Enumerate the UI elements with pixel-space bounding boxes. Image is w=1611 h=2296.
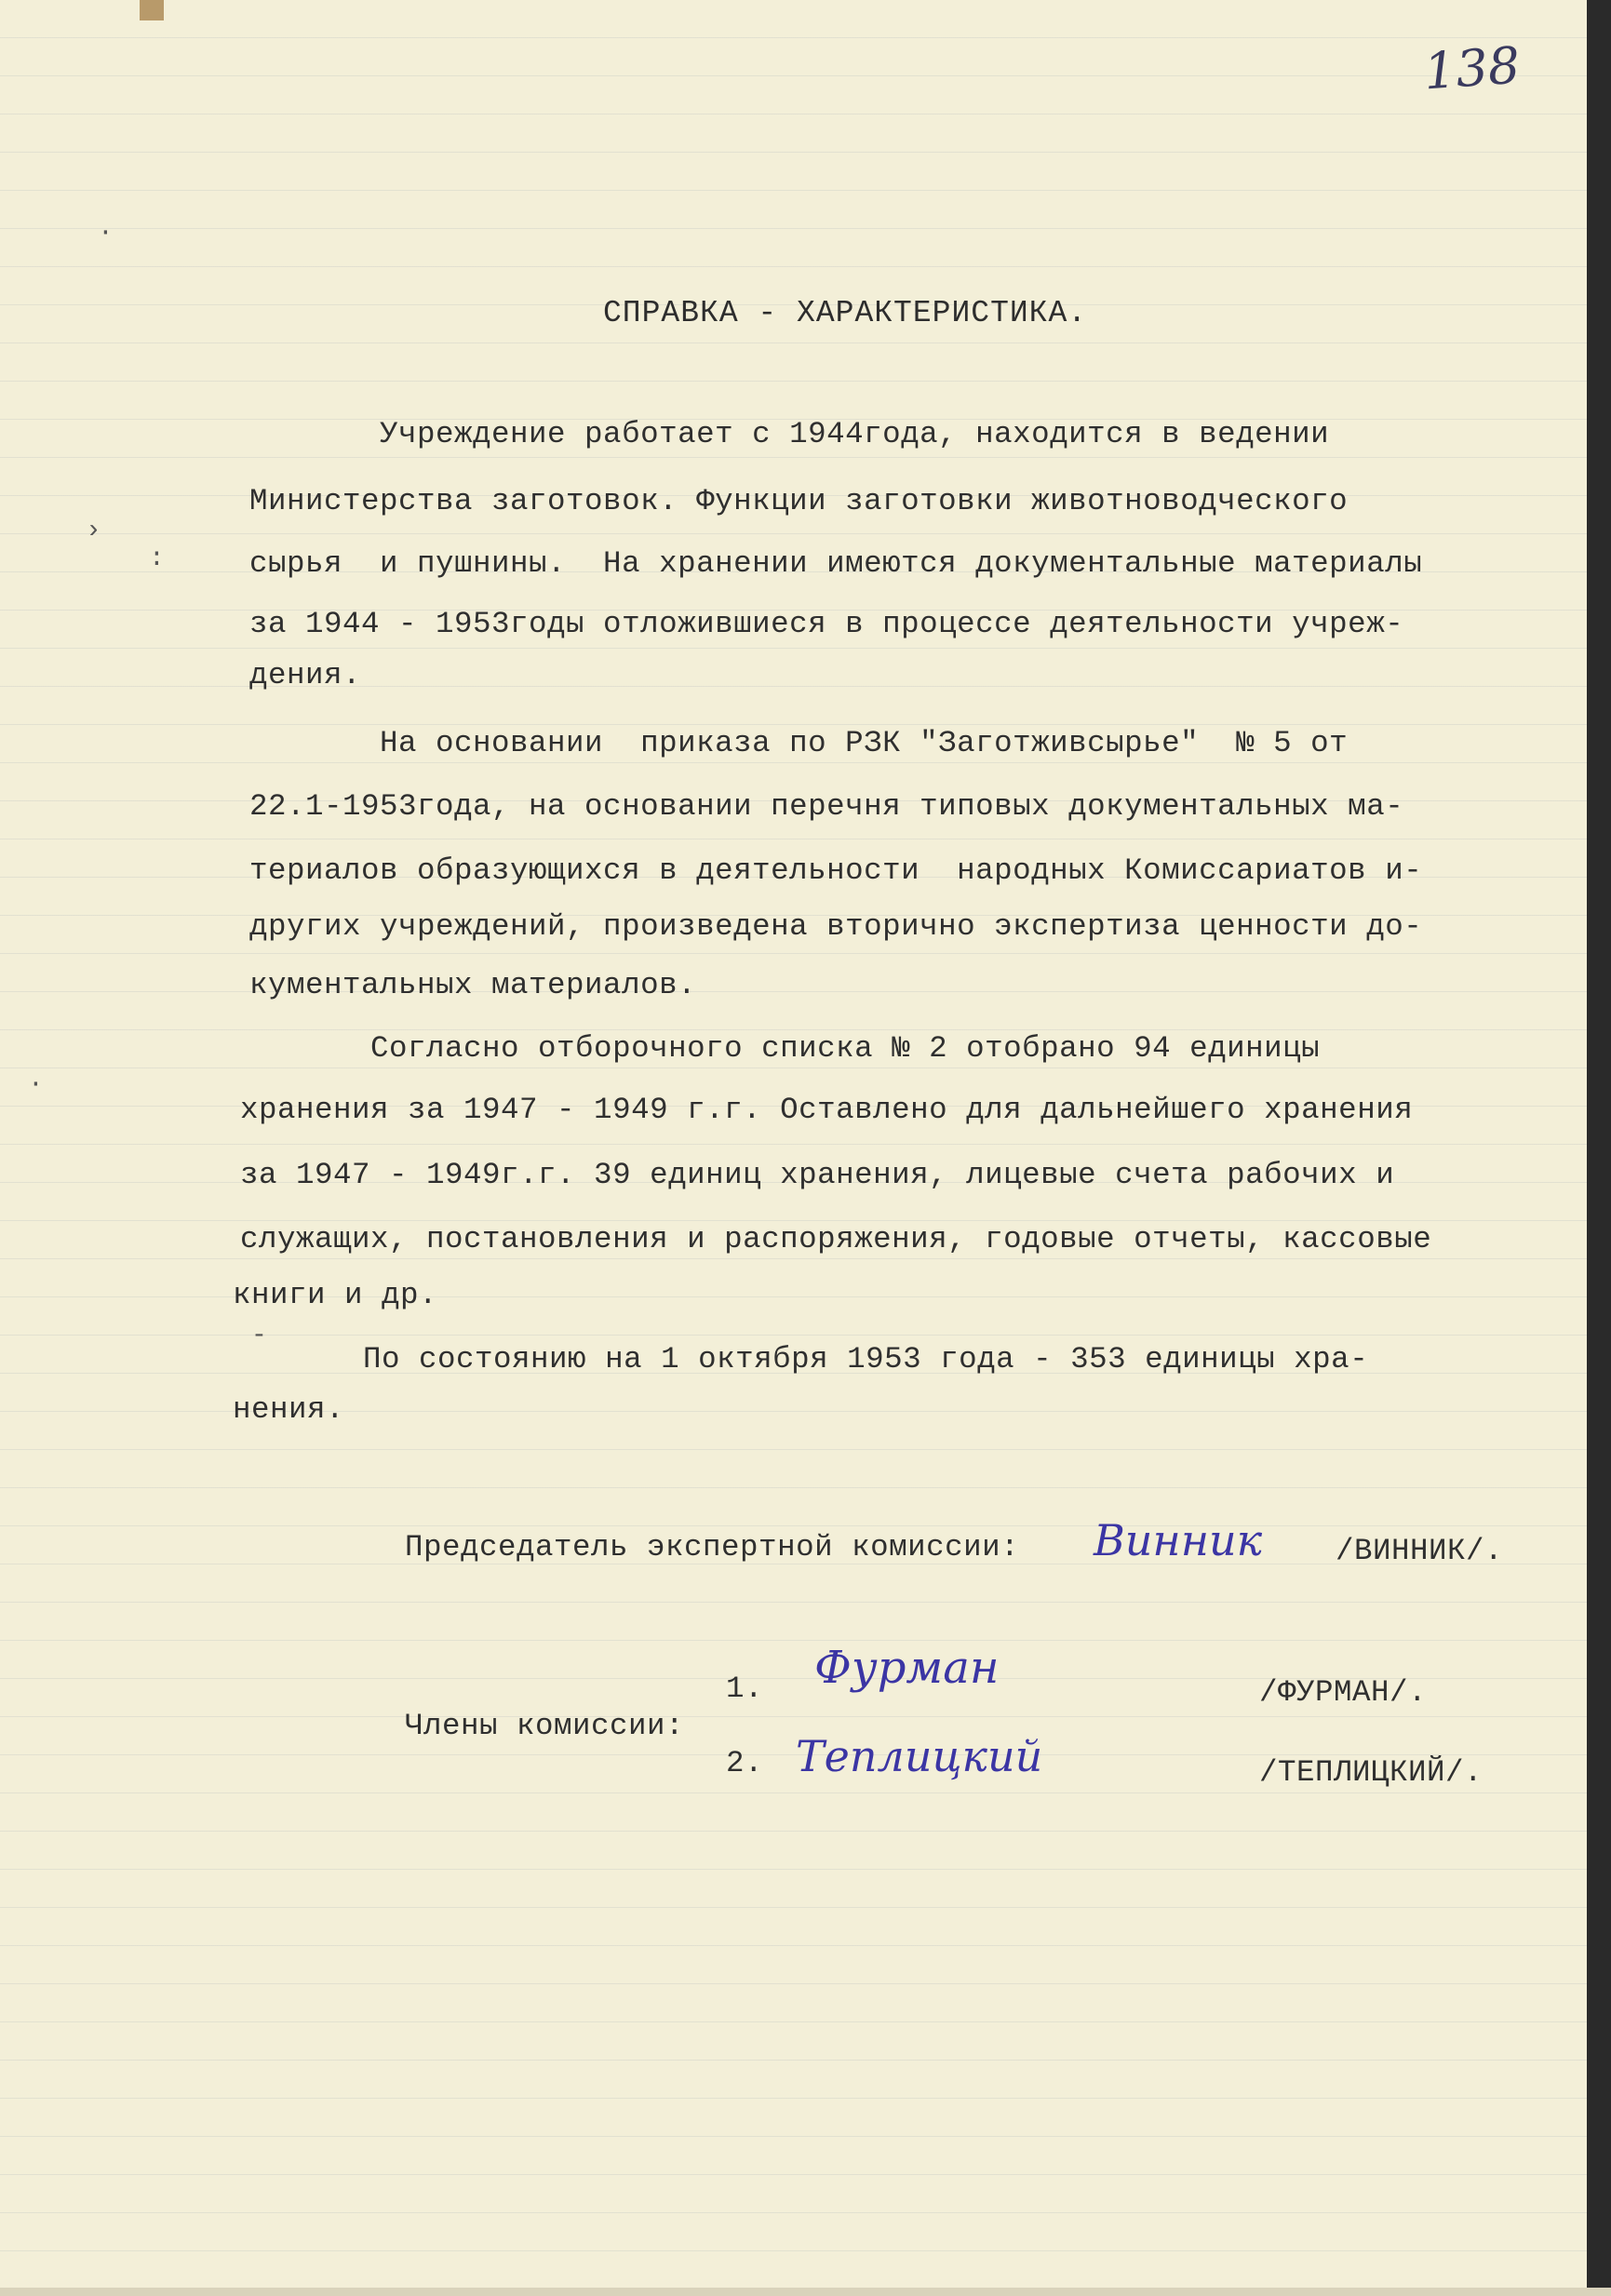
- members-label: Члены комиссии:: [405, 1709, 685, 1743]
- chair-signature: Винник: [1094, 1515, 1263, 1565]
- scan-edge-right: [1587, 0, 1611, 2296]
- body-line: териалов образующихся в деятельности народных Комиссариатов и-: [249, 853, 1423, 888]
- body-line: сырья и пушнины. На хранении имеются документальные материалы: [249, 546, 1423, 581]
- margin-mark: ›: [86, 517, 101, 545]
- chair-name: /ВИННИК/.: [1336, 1534, 1504, 1568]
- body-line: Учреждение работает с 1944года, находится в ведении: [249, 417, 1330, 451]
- member-1-signature: Фурман: [814, 1642, 1000, 1694]
- member-2-number: 2.: [726, 1746, 764, 1780]
- body-line: На основании приказа по РЗК "Заготживсырье" № 5 от: [249, 726, 1349, 760]
- body-line: Министерства заготовок. Функции заготовки животноводческого: [249, 484, 1349, 518]
- margin-mark: ·: [98, 219, 114, 248]
- body-line: 22.1-1953года, на основании перечня типовых документальных ма-: [249, 789, 1404, 824]
- member-2-signature: Теплицкий: [796, 1731, 1043, 1781]
- chair-label: Председатель экспертной комиссии:: [405, 1530, 1020, 1564]
- body-line: Согласно отборочного списка № 2 отобрано 94 единицы: [240, 1031, 1321, 1066]
- body-line: за 1944 - 1953годы отложившиеся в процессе деятельности учреж-: [249, 607, 1404, 641]
- body-line: хранения за 1947 - 1949 г.г. Оставлено для дальнейшего хранения: [240, 1093, 1414, 1127]
- body-line: кументальных материалов.: [249, 968, 697, 1002]
- member-1-name: /ФУРМАН/.: [1259, 1675, 1428, 1710]
- margin-mark: -: [251, 1322, 267, 1350]
- body-line: других учреждений, произведена вторично экспертиза ценности до-: [249, 909, 1423, 944]
- body-line: По состоянию на 1 октября 1953 года - 353 единицы хра-: [233, 1342, 1369, 1376]
- page-number: 138: [1421, 35, 1523, 101]
- member-1-number: 1.: [726, 1672, 764, 1706]
- margin-mark: ·: [28, 1070, 44, 1099]
- margin-mark: :: [149, 544, 165, 573]
- body-line: дения.: [249, 658, 362, 692]
- body-line: нения.: [233, 1392, 345, 1427]
- body-line: за 1947 - 1949г.г. 39 единиц хранения, лицевые счета рабочих и: [240, 1158, 1395, 1192]
- tape-fragment: [140, 0, 164, 20]
- document-title: СПРАВКА - ХАРАКТЕРИСТИКА.: [603, 296, 1088, 330]
- body-line: служащих, постановления и распоряжения, годовые отчеты, кассовые: [240, 1222, 1432, 1256]
- body-line: книги и др.: [233, 1278, 438, 1312]
- member-2-name: /ТЕПЛИЦКИЙ/.: [1259, 1755, 1483, 1790]
- scan-edge-bottom: [0, 2288, 1611, 2296]
